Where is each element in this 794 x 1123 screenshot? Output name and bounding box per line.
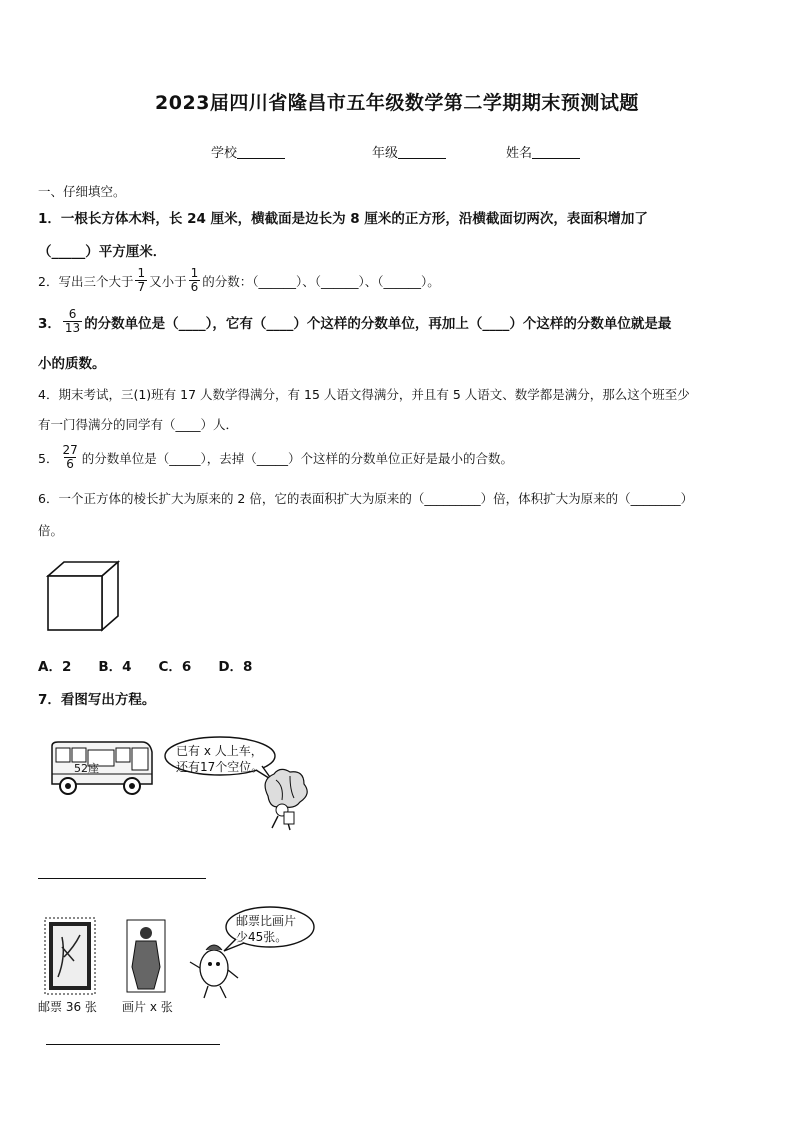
fraction-27-6: $\frac{27}{6}$ — [62, 443, 78, 471]
question-5 — [38, 444, 513, 471]
grade-blank[interactable] — [398, 146, 446, 159]
question-2-post: 的分数：（______）、（______）、（______）。 — [202, 273, 440, 289]
fraction-6-13: $\frac{6}{13}$ — [64, 307, 81, 335]
answer-line-2[interactable] — [46, 1044, 220, 1045]
name-field — [506, 142, 580, 161]
question-1-line-2: （_____）平方厘米． — [38, 244, 167, 260]
grade-label: 年级 — [372, 146, 399, 161]
school-field — [211, 142, 285, 161]
school-blank[interactable] — [237, 146, 285, 159]
school-label: 学校 — [211, 146, 238, 161]
bubble-2-line-1: 邮票比画片 — [236, 914, 297, 928]
question-4-line-2: 有一门得满分的同学有（____）人． — [38, 417, 239, 432]
fraction-1-6: $\frac{1}{6}$ — [190, 266, 199, 294]
question-3-post: 的分数单位是（____），它有（____）个这样的分数单位，再加上（____）个这样的分数单位就是最 — [84, 315, 672, 332]
question-3-pre: 3． — [38, 315, 61, 332]
name-label: 姓名 — [506, 146, 533, 161]
cube-icon — [46, 560, 122, 634]
card-caption: 画片 x 张 — [122, 1000, 173, 1014]
question-6-options: A．2 B．4 C．6 D．8 — [38, 659, 253, 675]
fraction-1-7: $\frac{1}{7}$ — [137, 266, 146, 294]
question-7: 7．看图写出方程。 — [38, 692, 156, 708]
bubble-2-line-2: 少45张。 — [236, 930, 288, 944]
question-6-line-1: 6．一个正方体的棱长扩大为原来的 2 倍，它的表面积扩大为原来的（_________）倍，体积扩大为原来的（________） — [38, 491, 694, 506]
stamp-icon — [44, 917, 96, 995]
bus-icon — [46, 740, 156, 800]
question-2 — [38, 267, 440, 294]
question-6-line-2: 倍。 — [38, 523, 64, 538]
answer-line-1[interactable] — [38, 878, 206, 879]
bubble-1-line-2: 还有17个空位。 — [176, 760, 264, 774]
cabbage-character-icon — [254, 766, 314, 836]
section-heading: 一、仔细填空。 — [38, 184, 126, 199]
picture-card-icon — [126, 919, 166, 993]
question-3-line-2: 小的质数。 — [38, 356, 106, 372]
grade-field — [372, 142, 446, 161]
question-4-line-1: 4．期末考试，三(1)班有 17 人数学得满分，有 15 人语文得满分，并且有 5 人语文、数学都是满分，那么这个班至少 — [38, 387, 690, 402]
page-title: 2023届四川省隆昌市五年级数学第二学期期末预测试题 — [155, 92, 639, 114]
question-2-pre: 2．写出三个大于 — [38, 273, 134, 289]
question-3 — [38, 308, 671, 335]
bubble-1-line-1: 已有 x 人上车， — [176, 744, 263, 758]
question-1-line-1: 1．一根长方体木料，长 24 厘米，横截面是边长为 8 厘米的正方形，沿横截面切两次，表面积增加了 — [38, 211, 648, 227]
bus-seat-label: 52座 — [74, 762, 99, 775]
name-blank[interactable] — [532, 146, 580, 159]
eggplant-character-icon — [186, 938, 242, 1000]
question-5-pre: 5． — [38, 450, 59, 466]
question-5-post: 的分数单位是（_____），去掉（_____）个这样的分数单位正好是最小的合数。 — [81, 450, 513, 466]
stamp-caption: 邮票 36 张 — [38, 1000, 97, 1014]
question-2-mid: 又小于 — [149, 273, 187, 289]
